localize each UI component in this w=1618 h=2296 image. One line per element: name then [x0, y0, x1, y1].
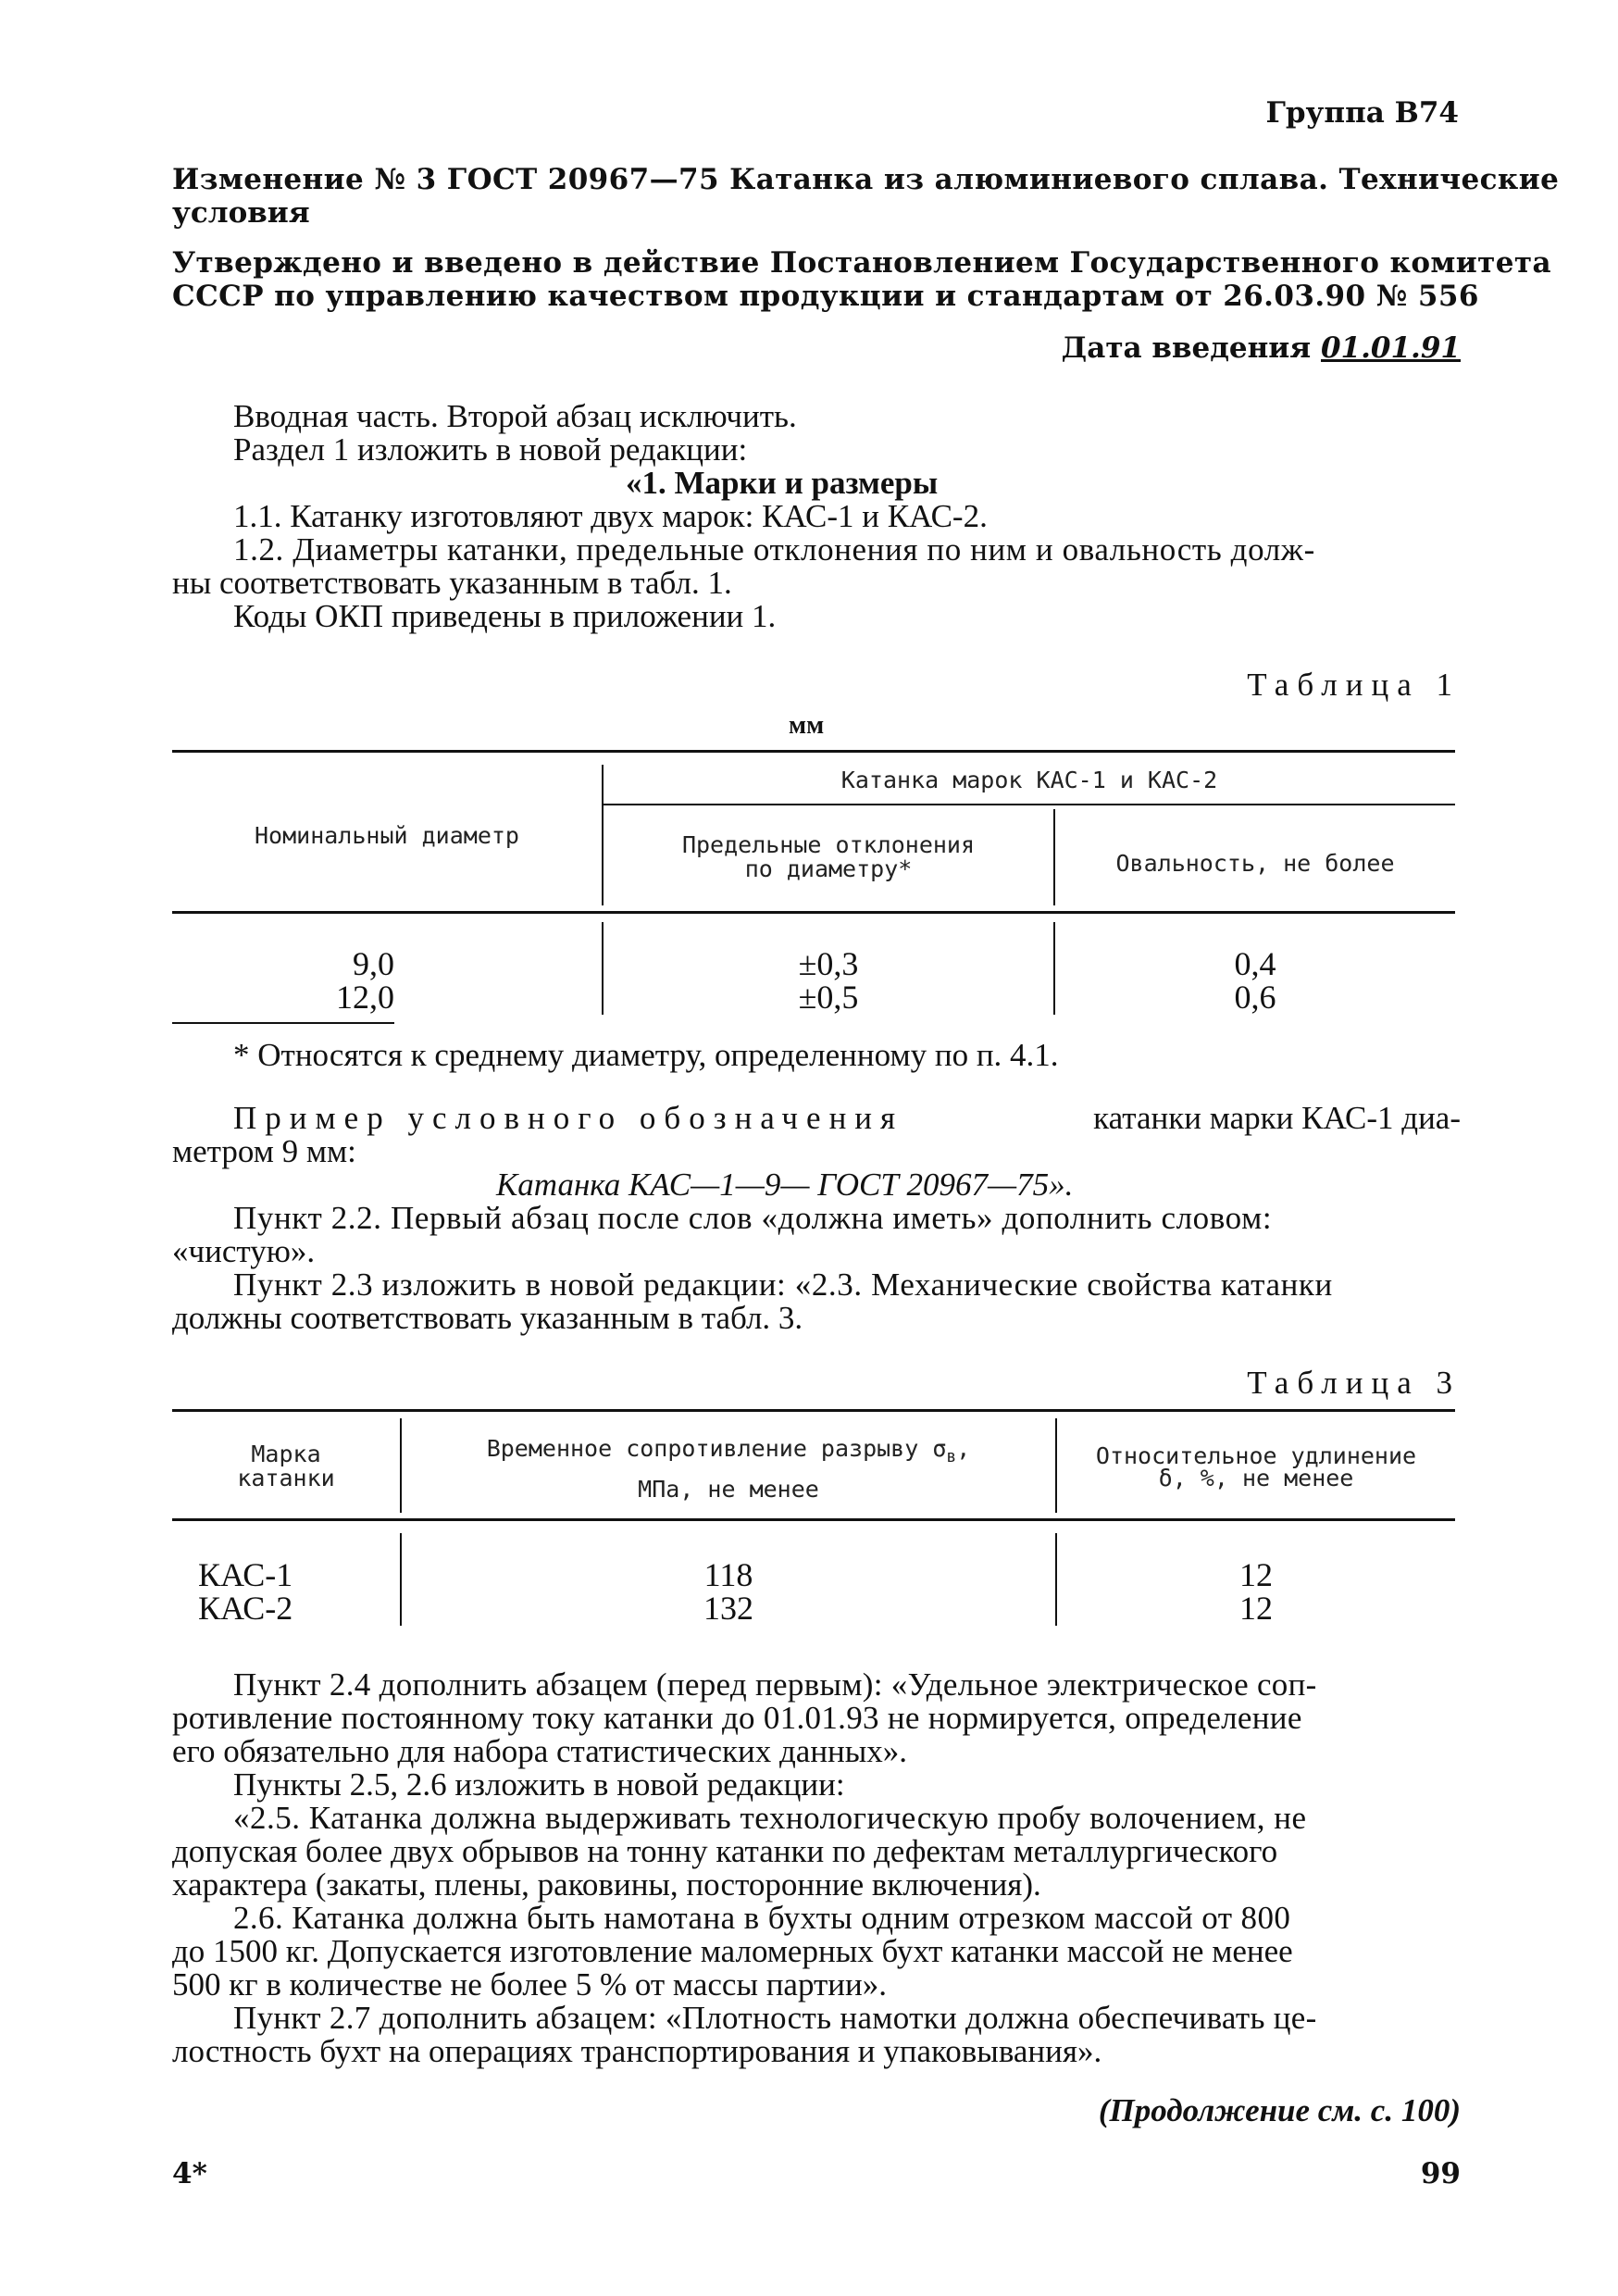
change-title-line1: Изменение № 3 ГОСТ 20967—75 Катанка из алюминиевого сплава. Технические: [172, 163, 1560, 196]
table3-col-strength-line1: [402, 1435, 1055, 1466]
point-2-3-line2: должны соответствовать указанным в табл. 3.: [172, 1300, 803, 1336]
approved-line2: СССР по управлению качеством продукции и стандартам от 26.03.90 № 556: [172, 280, 1479, 313]
point-2-6-line1: 2.6. Катанка должна быть намотана в бухты одним отрезком массой от 800: [233, 1900, 1291, 1936]
table3-col-strength-line2: МПа, не менее: [638, 1476, 819, 1503]
table3-row1-elongation: 12: [1239, 1556, 1273, 1593]
table1-top-rule: [172, 750, 1455, 753]
section-title: «1. Марки и размеры: [626, 465, 939, 501]
table3-col-strength-text: Временное сопротивление разрыву σ: [486, 1435, 947, 1462]
group-code: Группа В74: [1265, 96, 1459, 130]
effective-date-value: 01.01.91: [1320, 331, 1461, 365]
table1-row1-diameter: 9,0: [353, 945, 394, 982]
table1-row2-ovality: 0,6: [1234, 979, 1276, 1016]
table3-header-rule: [172, 1518, 1455, 1521]
table3-col-strength-sub: в: [946, 1447, 957, 1466]
point-2-6-line3: 500 кг в количестве не более 5 % от массы партии».: [172, 1966, 888, 2003]
table3-col-strength-comma: ,: [956, 1435, 971, 1462]
table3-row1-strength: 118: [703, 1556, 753, 1593]
table1-group-header: Катанка марок КАС-1 и КАС-2: [840, 767, 1218, 793]
table1-footnote-rule: [172, 1022, 394, 1024]
table3-col-elong-line2: δ, %, не менее: [1158, 1465, 1354, 1491]
table1-row2-diameter: 12,0: [336, 979, 394, 1016]
example-line2: метром 9 мм:: [172, 1133, 356, 1169]
paragraph-1-2-line2: ны соответствовать указанным в табл. 1.: [172, 565, 732, 601]
effective-date-label: Дата введения: [1061, 331, 1312, 365]
change-title-line2: условия: [172, 196, 310, 230]
example-line1-part1: Пример условного обозначения: [233, 1100, 904, 1136]
table1-row1-ovality: 0,4: [1234, 945, 1276, 982]
paragraph-1-2-line1: 1.2. Диаметры катанки, предельные отклонения по ним и овальность долж-: [233, 531, 1315, 568]
table3-col-grade-line1: Марка: [251, 1441, 321, 1467]
signature-mark: 4*: [172, 2157, 207, 2190]
table3-col-elong-line1: Относительное удлинение: [1095, 1442, 1417, 1469]
effective-date: [1062, 331, 1461, 365]
table1-col-dev-line1: Предельные отклонения: [681, 831, 976, 858]
point-2-2-line1: Пункт 2.2. Первый абзац после слов «должна иметь» дополнить словом:: [233, 1200, 1273, 1236]
table1-col-nominal: Номинальный диаметр: [255, 822, 519, 849]
paragraph-okp: Коды ОКП приведены в приложении 1.: [233, 598, 777, 634]
point-2-5-line1: «2.5. Катанка должна выдерживать технологическую пробу волочением, не: [233, 1800, 1307, 1836]
table3-caption: Таблица 3: [1247, 1365, 1461, 1401]
point-2-4-line3: его обязательно для набора статистических данных».: [172, 1733, 908, 1769]
point-2-4-line1: Пункт 2.4 дополнить абзацем (перед первым): «Удельное электрическое соп-: [233, 1666, 1317, 1703]
table1-caption: Таблица 1: [1247, 667, 1461, 703]
example-designation: Катанка КАС—1—9— ГОСТ 20967—75».: [496, 1167, 1074, 1203]
table1-row1-deviation: ±0,3: [798, 945, 859, 982]
table1-group-rule: [604, 804, 1455, 805]
paragraph-intro: Вводная часть. Второй абзац исключить.: [233, 398, 797, 434]
paragraph-section1: Раздел 1 изложить в новой редакции:: [233, 431, 748, 468]
point-2-4-line2: ротивление постоянному току катанки до 01.01.93 не нормируется, определение: [172, 1700, 1302, 1736]
table1-unit: мм: [789, 711, 825, 740]
paragraph-1-1: 1.1. Катанку изготовляют двух марок: КАС-1 и КАС-2.: [233, 498, 988, 534]
table1-footnote: * Относятся к среднему диаметру, определенному по п. 4.1.: [233, 1037, 1059, 1073]
table3-top-rule: [172, 1409, 1455, 1412]
point-2-6-line2: до 1500 кг. Допускается изготовление маломерных бухт катанки массой не менее: [172, 1933, 1293, 1969]
point-2-7-line2: лостность бухт на операциях транспортирования и упаковывания».: [172, 2033, 1102, 2069]
continuation-note: (Продолжение см. с. 100): [1098, 2092, 1461, 2128]
point-2-5-line2: допуская более двух обрывов на тонну катанки по дефектам металлургического: [172, 1833, 1278, 1869]
table3-row2-elongation: 12: [1239, 1590, 1273, 1627]
point-2-5-line3: характера (закаты, плены, раковины, посторонние включения).: [172, 1866, 1041, 1903]
table3-col-grade-line2: катанки: [237, 1465, 335, 1491]
table1-header-rule: [172, 911, 1455, 914]
page-number: 99: [1420, 2157, 1461, 2190]
point-2-2-line2: «чистую».: [172, 1233, 316, 1269]
approved-line1: Утверждено и введено в действие Постановлением Государственного комитета: [172, 246, 1551, 280]
table1-col-dev-line2: по диаметру*: [744, 855, 913, 882]
table1-row2-deviation: ±0,5: [798, 979, 859, 1016]
example-line1-part2: катанки марки КАС-1 диа-: [1093, 1100, 1461, 1136]
point-2-7-line1: Пункт 2.7 дополнить абзацем: «Плотность намотки должна обеспечивать це-: [233, 2000, 1317, 2036]
points-2-5-2-6-intro: Пункты 2.5, 2.6 изложить в новой редакции:: [233, 1766, 845, 1803]
table3-row2-strength: 132: [703, 1590, 753, 1627]
point-2-3-line1: Пункт 2.3 изложить в новой редакции: «2.3. Механические свойства катанки: [233, 1267, 1333, 1303]
table3-row1-grade: КАС-1: [198, 1556, 293, 1593]
table3-row2-grade: КАС-2: [198, 1590, 293, 1627]
table1-col-oval: Овальность, не более: [1115, 850, 1395, 877]
